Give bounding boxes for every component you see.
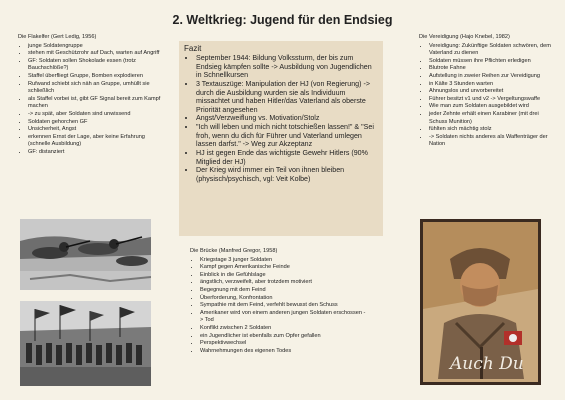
list-item: • erkennen Ernst der Lage, aber keine Erfahrung (schnelle Ausbildung) <box>28 134 165 149</box>
list-item: • Soldaten gehorchen GF <box>28 119 165 127</box>
section-heading: Die Vereidigung (Hajo Knebel, 1982) <box>419 34 510 40</box>
list-item: • Kriegstage 3 junger Soldaten <box>200 257 368 265</box>
list-item: • HJ ist gegen Ende das wichtigste Gewehr Hitlers (90% Mitglied der HJ) <box>196 149 378 166</box>
list-item: • Angst/Verzweiflung vs. Motivation/Stolz <box>196 114 378 123</box>
list-item: • 3 Textauszüge: Manipulation der HJ (von Regierung) -> durch die Ausbildung wurden sie als Individuum missachtet und haben Hitler/das Vaterland als oberste Priorität angesehen <box>196 80 378 115</box>
section-heading: Die Brücke (Manfred Gregor, 1958) <box>190 248 278 254</box>
photo-youth-parade <box>20 301 151 386</box>
list-item: • Führer besitzt v1 und v2 -> Vergeltungswaffe <box>429 96 555 104</box>
list-item: • Einblick in die Gefühlslage <box>200 272 368 280</box>
list-item: • Ahnungslos und unvorbereitet <box>429 88 555 96</box>
list-item: • Amerikaner wird von einem anderen jungen Soldaten erschossen -> Tod <box>200 310 368 325</box>
bullet-list <box>18 43 165 157</box>
section-vereidigung <box>419 34 555 149</box>
list-item: • Rufwand schiebt sich näh an Gruppe, umhüllt sie schließlich <box>28 81 165 96</box>
list-item: • Sympathie mit dem Feind, verfehlt bewusst den Schuss <box>200 302 368 310</box>
list-item: • Wahrnehmungen des eigenen Todes <box>200 348 368 356</box>
list-item: • Der Krieg wird immer ein Teil von ihnen bleiben (physisch/psychisch, vgl: Veit Kolbe) <box>196 166 378 183</box>
poster-auch-du <box>420 219 541 385</box>
fazit-box <box>179 41 383 236</box>
poster-text: Auch Du <box>450 354 524 374</box>
list-item: • -> Soldaten nichts anderes als Waffenträger der Nation <box>429 134 555 149</box>
list-item: • jeder Zehnte erhält einen Karabiner (mit drei Schuss Munition) <box>429 111 555 126</box>
list-item: • "Ich will leben und mich nicht totschießen lassen!" & "Sei froh, wenn du dich für Führer und Vaterland umlegen lassen darfst." -> Weg zur Akzeptanz <box>196 123 378 149</box>
list-item: • Konflikt zwischen 2 Soldaten <box>200 325 368 333</box>
section-bruecke <box>190 248 368 355</box>
list-item: • junge Soldatengruppe <box>28 43 165 51</box>
list-item: • GF: Soldaten sollen Shokolade essen (trotz Bauchschlöße?) <box>28 58 165 73</box>
list-item: • stehen mit Geschützrohr auf Dach, warten auf Angriff <box>28 50 165 58</box>
list-item: • Wie man zum Soldaten ausgebildet wird <box>429 103 555 111</box>
list-item: • Unsicherheit, Angst <box>28 126 165 134</box>
list-item: • Kampf gegen Amerikanische Feinde <box>200 264 368 272</box>
list-item: • Perspektivwechsel <box>200 340 368 348</box>
bullet-list <box>190 257 368 356</box>
list-item: • GF: distanziert <box>28 149 165 157</box>
list-item: • als Staffel vorbei ist, gibt GF Signal bereit zum Kampf machen <box>28 96 165 111</box>
section-flakhelfer <box>18 34 165 157</box>
list-item: • September 1944: Bildung Volkssturm, der bis zum Endsieg kämpfen sollte -> Ausbildung von Jugendlichen in Schnellkursen <box>196 54 378 80</box>
bullet-list <box>184 54 378 184</box>
list-item: • Vereidigung: Zukünftige Soldaten schwören, dem Vaterland zu dienen <box>429 43 555 58</box>
bullet-list <box>419 43 555 149</box>
fazit-heading: Fazit <box>184 44 202 53</box>
section-heading: Die Flakelfer (Gert Ledig, 1956) <box>18 34 97 40</box>
list-item: • fühlten sich mächtig stolz <box>429 126 555 134</box>
list-item: • Blutrote Fahne <box>429 65 555 73</box>
list-item: • Soldaten müssen ihre Pflichten erledigen <box>429 58 555 66</box>
list-item: • Begegnung mit dem Feind <box>200 287 368 295</box>
page-title: 2. Weltkrieg: Jugend für den Endsieg <box>172 13 393 27</box>
list-item: • Aufstellung in zweier Reihen zur Vereidigung <box>429 73 555 81</box>
list-item: • -> zu spät, aber Soldaten sind unwissend <box>28 111 165 119</box>
list-item: • ängstlich, verzweifelt, aber trotzdem motiviert <box>200 279 368 287</box>
list-item: • Staffel überfliegt Gruppe, Bomben explodieren <box>28 73 165 81</box>
list-item: • in Kälte 3 Stunden warten <box>429 81 555 89</box>
list-item: • ein Jugendlicher ist ebenfalls zum Opfer gefallen <box>200 333 368 341</box>
photo-soldiers-trench <box>20 219 151 290</box>
list-item: • Überforderung, Konfrontation <box>200 295 368 303</box>
